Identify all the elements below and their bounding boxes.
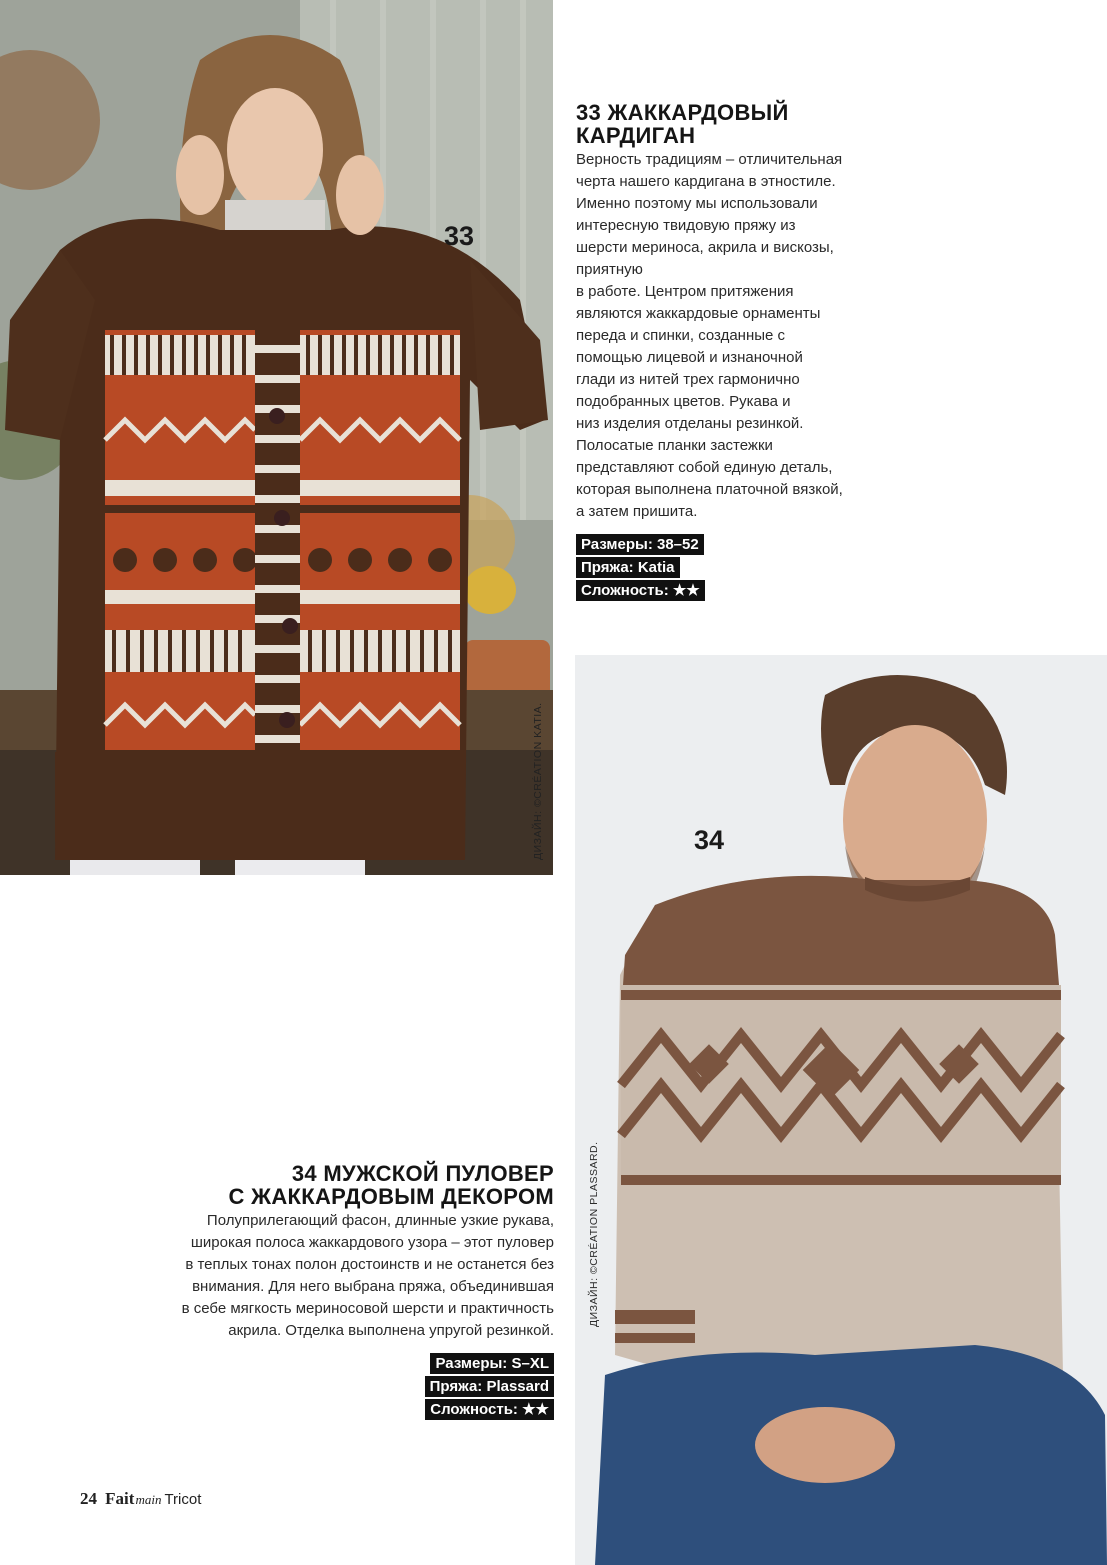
- description-line: черта нашего кардигана в этностиле.: [576, 173, 836, 190]
- description-line: глади из нитей трех гармонично: [576, 371, 800, 388]
- magazine-brand-tricot: Tricot: [164, 1491, 202, 1508]
- article-title-pullover: [180, 1162, 554, 1208]
- description-line: являются жаккардовые орнаменты: [576, 305, 821, 322]
- description-line: внимания. Для него выбрана пряжа, объединившая: [192, 1278, 554, 1295]
- title-line: 34 МУЖСКОЙ ПУЛОВЕР: [291, 1161, 554, 1186]
- description-line: широкая полоса жаккардового узора – этот пуловер: [190, 1234, 554, 1251]
- model-number-34: 34: [694, 825, 725, 855]
- article-description-pullover: [100, 1210, 554, 1342]
- photo-pullover: [575, 655, 1107, 1565]
- description-line: подобранных цветов. Рукава и: [576, 393, 791, 410]
- title-line: С ЖАККАРДОВЫМ ДЕКОРОМ: [228, 1184, 554, 1209]
- spec-yarn: Пряжа: Plassard: [425, 1376, 554, 1397]
- spec-difficulty: Сложность: ★★: [425, 1399, 554, 1420]
- photo-credit-plassard: ДИЗАЙН: ©CRÉATION PLASSARD.: [588, 1141, 600, 1327]
- photo-credit-katia: ДИЗАЙН: ©CRÉATION KATIA.: [532, 702, 544, 860]
- description-line: интересную твидовую пряжу из: [576, 217, 796, 234]
- magazine-brand-fait: Fait: [105, 1489, 135, 1508]
- description-line: в теплых тонах полон достоинств и не останется без: [185, 1256, 554, 1273]
- spec-yarn: Пряжа: Katia: [576, 557, 680, 578]
- magazine-brand-main: main: [135, 1492, 162, 1507]
- description-line: акрила. Отделка выполнена упругой резинкой.: [228, 1322, 554, 1339]
- page-number: 24: [80, 1489, 97, 1508]
- spec-sizes: Размеры: 38–52: [576, 534, 704, 555]
- spec-sizes: Размеры: S–XL: [430, 1353, 554, 1374]
- description-line: помощью лицевой и изнаночной: [576, 349, 803, 366]
- article-description-cardigan: [576, 149, 906, 523]
- description-line: в работе. Центром притяжения: [576, 283, 794, 300]
- description-line: Полосатые планки застежки: [576, 437, 773, 454]
- description-line: Полуприлегающий фасон, длинные узкие рукава,: [206, 1212, 554, 1229]
- description-line: которая выполнена платочной вязкой,: [576, 481, 843, 498]
- page-footer: [80, 1489, 201, 1509]
- description-line: низ изделия отделаны резинкой.: [576, 415, 804, 432]
- description-line: представляют собой единую деталь,: [576, 459, 833, 476]
- description-line: Именно поэтому мы использовали: [576, 195, 818, 212]
- photo-cardigan: [0, 0, 553, 875]
- description-line: приятную: [576, 261, 643, 278]
- model-number-33: 33: [444, 221, 475, 251]
- spec-difficulty: Сложность: ★★: [576, 580, 705, 601]
- article-title-cardigan: 33 ЖАККАРДОВЫЙ КАРДИГАН: [576, 100, 789, 148]
- description-line: а затем пришита.: [576, 503, 698, 520]
- specs-box-pullover: [425, 1353, 554, 1422]
- specs-box-cardigan: [576, 534, 705, 603]
- description-line: Верность традициям – отличительная: [576, 151, 843, 168]
- description-line: в себе мягкость мериносовой шерсти и практичность: [181, 1300, 554, 1317]
- description-line: шерсти мериноса, акрила и вискозы,: [576, 239, 834, 256]
- description-line: переда и спинки, созданные с: [576, 327, 786, 344]
